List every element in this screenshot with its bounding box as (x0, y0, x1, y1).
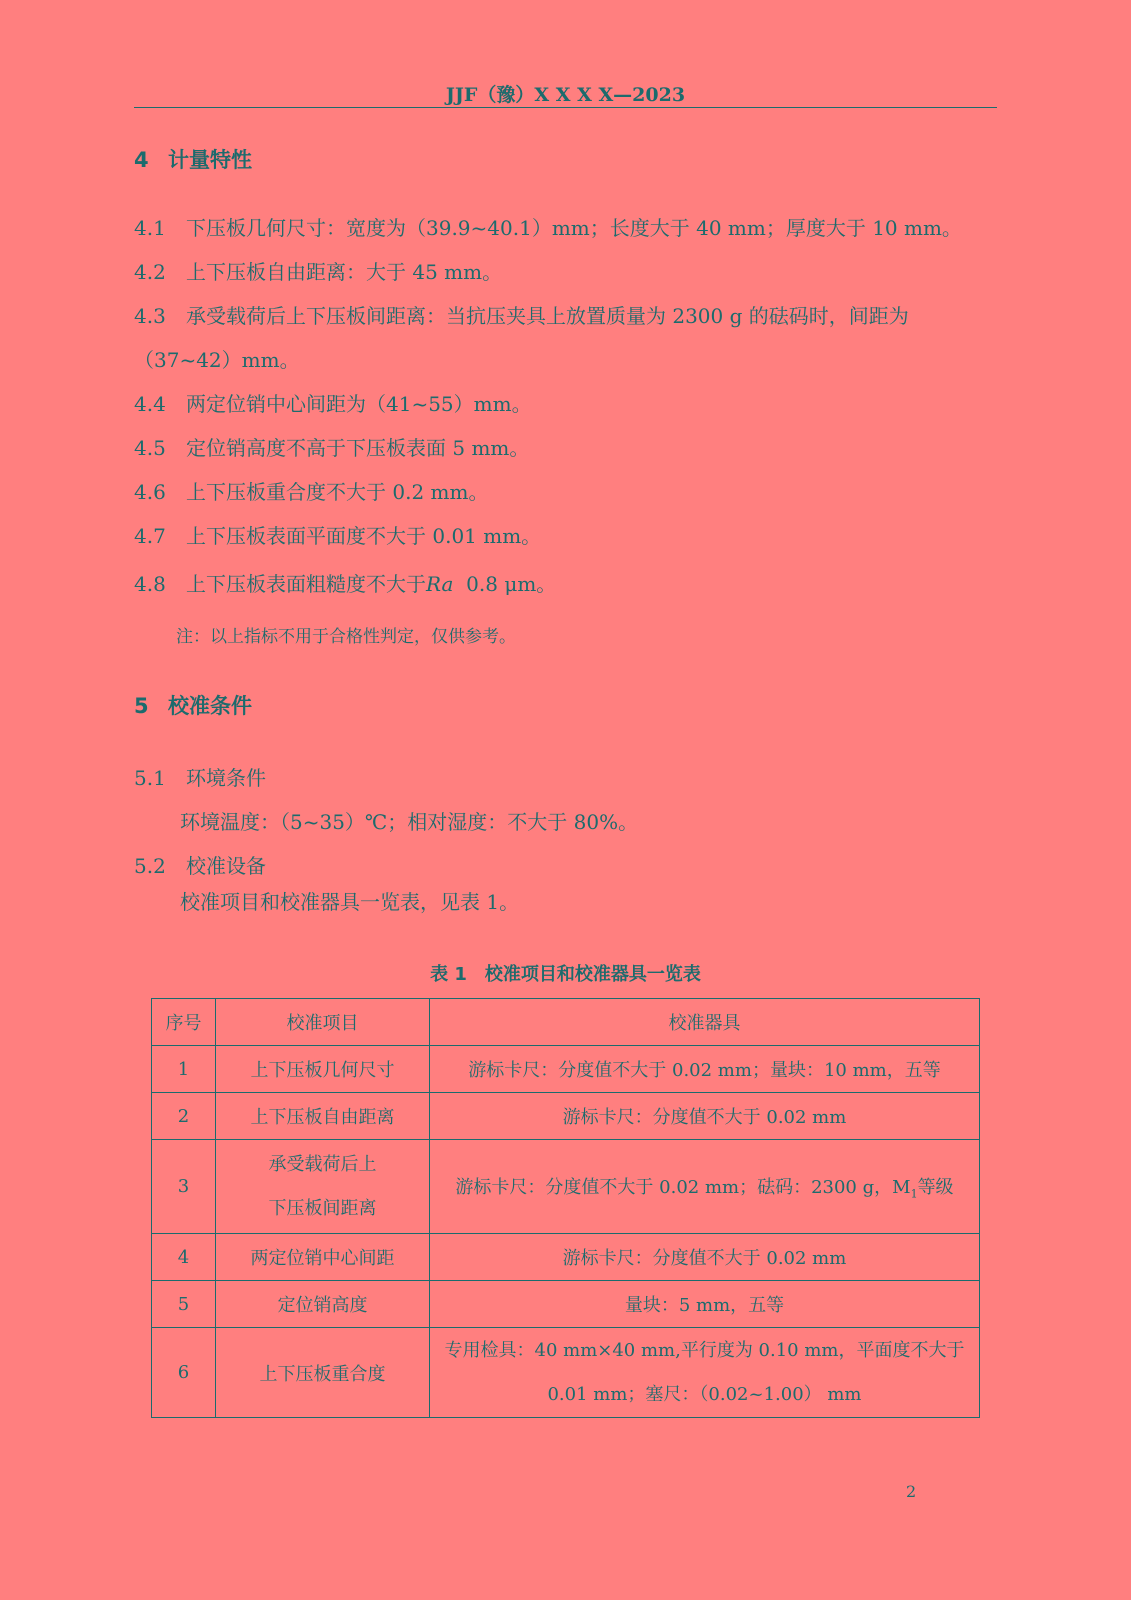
item-text: 承受载荷后上下压板间距离：当抗压夹具上放置质量为 2300 g 的砝码时，间距为 (186, 304, 909, 328)
section-5-title (134, 690, 252, 720)
item-number: 4.3 (134, 304, 166, 328)
cell-item: 上下压板自由距离 (216, 1093, 430, 1140)
cell-tool-subscript: 1 (910, 1187, 918, 1201)
equipment-reference: 校准项目和校准器具一览表，见表 1。 (180, 890, 520, 914)
item-text: 上下压板表面平面度不大于 0.01 mm。 (186, 524, 542, 548)
section-number: 5 (134, 694, 149, 718)
section-number: 4 (134, 148, 149, 172)
calibration-table (151, 998, 980, 1418)
header-cell: 序号 (152, 999, 216, 1046)
item-4-3-continued (134, 344, 300, 373)
item-number: 5.1 (134, 766, 166, 790)
cell-no: 6 (152, 1328, 216, 1418)
item-number: 4.1 (134, 216, 166, 240)
page-number: 2 (906, 1482, 917, 1501)
table-header-row (152, 999, 980, 1046)
item-4-3 (134, 300, 909, 329)
table-caption: 表 1 校准项目和校准器具一览表 (430, 964, 701, 985)
item-text: 上下压板自由距离：大于 45 mm。 (186, 260, 503, 284)
cell-tool: 游标卡尺：分度值不大于 0.02 mm (430, 1234, 980, 1281)
item-number: 4.7 (134, 524, 166, 548)
section-4-note: 注：以上指标不用于合格性判定，仅供参考。 (176, 627, 516, 647)
item-4-7 (134, 520, 541, 549)
cell-no: 4 (152, 1234, 216, 1281)
cell-item-line-1: 承受载荷后上 (268, 1153, 377, 1175)
cell-no: 5 (152, 1281, 216, 1328)
item-text: 定位销高度不高于下压板表面 5 mm。 (186, 436, 530, 460)
item-4-1 (134, 212, 962, 241)
item-5-1 (134, 762, 266, 791)
table-row (152, 1281, 980, 1328)
table-row (152, 1234, 980, 1281)
doc-header: JJF（豫）X X X X—2023 (445, 84, 686, 106)
item-number: 4.4 (134, 392, 166, 416)
item-text: 下压板几何尺寸：宽度为（39.9~40.1）mm；长度大于 40 mm；厚度大于 10 mm。 (186, 216, 962, 240)
cell-tool-suffix: 等级 (917, 1176, 954, 1198)
item-number: 4.5 (134, 436, 166, 460)
item-number: 4.6 (134, 480, 166, 504)
section-4-title (134, 144, 252, 174)
cell-item: 两定位销中心间距 (216, 1234, 430, 1281)
cell-tool: 游标卡尺：分度值不大于 0.02 mm；量块：10 mm，五等 (430, 1046, 980, 1093)
item-number: 4.2 (134, 260, 166, 284)
cell-item: 上下压板重合度 (216, 1328, 430, 1418)
table-row (152, 1140, 980, 1234)
item-4-5 (134, 432, 529, 461)
item-title: 环境条件 (186, 766, 266, 790)
roughness-symbol: Ra (426, 572, 454, 596)
item-text: 上下压板表面粗糙度不大于 (186, 572, 426, 596)
cell-tool-line-1: 专用检具：40 mm×40 mm,平行度为 0.10 mm，平面度不大于 (444, 1339, 965, 1361)
item-text-suffix: 0.8 μm。 (466, 572, 557, 596)
item-number: 5.2 (134, 854, 166, 878)
cell-tool: 量块：5 mm，五等 (430, 1281, 980, 1328)
item-text: 上下压板重合度不大于 0.2 mm。 (186, 480, 489, 504)
cell-tool (430, 1328, 980, 1418)
table-row (152, 1328, 980, 1418)
cell-tool-text: 游标卡尺：分度值不大于 0.02 mm；砝码：2300 g，M (455, 1176, 911, 1198)
cell-no: 3 (152, 1140, 216, 1234)
item-text: 两定位销中心间距为（41~55）mm。 (186, 392, 532, 416)
section-title-text: 校准条件 (168, 694, 252, 718)
item-text: （37~42）mm。 (134, 348, 300, 372)
environment-conditions: 环境温度：（5~35）℃；相对湿度：不大于 80%。 (180, 810, 639, 834)
header-cell: 校准器具 (430, 999, 980, 1046)
header-cell: 校准项目 (216, 999, 430, 1046)
item-5-2 (134, 850, 266, 879)
cell-tool (430, 1140, 980, 1234)
cell-item: 定位销高度 (216, 1281, 430, 1328)
section-title-text: 计量特性 (168, 148, 252, 172)
item-number: 4.8 (134, 572, 166, 596)
header-rule (134, 107, 997, 108)
table-row (152, 1093, 980, 1140)
item-4-8 (134, 568, 556, 597)
cell-item (216, 1140, 430, 1234)
cell-item: 上下压板几何尺寸 (216, 1046, 430, 1093)
item-4-6 (134, 476, 488, 505)
cell-no: 1 (152, 1046, 216, 1093)
item-4-2 (134, 256, 502, 285)
item-title: 校准设备 (186, 854, 266, 878)
cell-no: 2 (152, 1093, 216, 1140)
cell-item-line-2: 下压板间距离 (268, 1197, 377, 1219)
cell-tool-line-2: 0.01 mm；塞尺：（0.02~1.00） mm (547, 1383, 862, 1405)
table-row (152, 1046, 980, 1093)
item-4-4 (134, 388, 532, 417)
cell-tool: 游标卡尺：分度值不大于 0.02 mm (430, 1093, 980, 1140)
